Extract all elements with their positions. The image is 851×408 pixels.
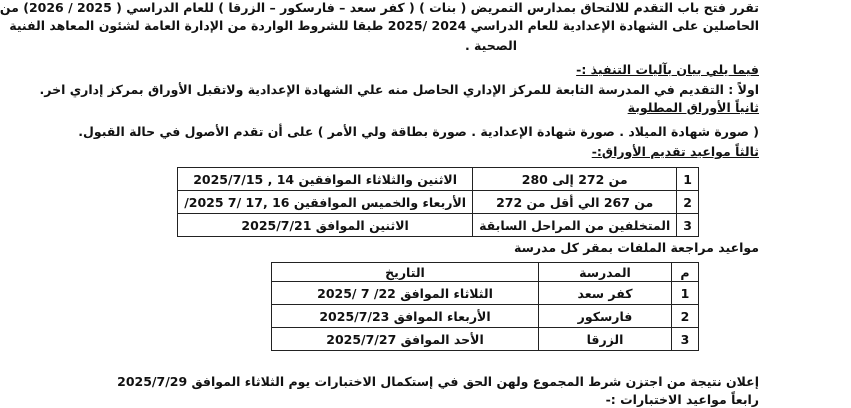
grade-range: من 267 الي أقل من 272 (473, 191, 677, 214)
submission-date: الاثنين الموافق 2025/7/21 (178, 214, 473, 237)
table-row (272, 282, 699, 305)
procedures-heading: فيما يلي بيان بآليات التنفيذ :- (576, 62, 759, 77)
procedure-second-body: ( صورة شهادة الميلاد . صورة شهادة الإعدادية . صورة بطاقة ولي الأمر ) على أن تقدم الأصول في حالة القبول. (78, 124, 759, 139)
submission-date: الأربعاء والخميس الموافقين 16 ,17 /7 2025/ (178, 191, 473, 214)
school-name: الزرقا (539, 328, 672, 351)
school-name: فارسكور (539, 305, 672, 328)
procedure-third-heading: ثالثاً مواعيد تقديم الأوراق:- (591, 144, 759, 159)
submission-date: الاثنين والثلاثاء الموافقين 14 , 2025/7/15 (178, 168, 473, 191)
submission-schedule-table (177, 167, 699, 237)
review-date: الثلاثاء الموافق 22/ 7 /2025 (272, 282, 539, 305)
row-number: 3 (677, 214, 699, 237)
review-heading: مواعيد مراجعة الملفات بمقر كل مدرسة (514, 240, 759, 255)
table-header-row (272, 263, 699, 282)
table-row (178, 214, 699, 237)
header-school: المدرسة (539, 263, 672, 282)
intro-line-3: الصحية . (464, 38, 518, 53)
file-review-table (271, 262, 699, 351)
school-name: كفر سعد (539, 282, 672, 305)
review-date: الأربعاء الموافق 2025/7/23 (272, 305, 539, 328)
row-number: 1 (672, 282, 699, 305)
review-date: الأحد الموافق 2025/7/27 (272, 328, 539, 351)
grade-range: من 272 إلى 280 (473, 168, 677, 191)
table-row (178, 191, 699, 214)
header-number: م (672, 263, 699, 282)
row-number: 2 (677, 191, 699, 214)
row-number: 2 (672, 305, 699, 328)
results-announcement: إعلان نتيجة من اجتزن شرط المجموع ولهن الحق في إستكمال الاختبارات يوم الثلاثاء الموافق 2025/7/29 (117, 374, 759, 389)
table-row (178, 168, 699, 191)
row-number: 3 (672, 328, 699, 351)
procedure-second-heading: ثانياً الأوراق المطلوبة (627, 100, 759, 115)
grade-range: المتخلفين من المراحل السابقة (473, 214, 677, 237)
table-row (272, 328, 699, 351)
exams-heading: رابعاً مواعيد الاختبارات :- (605, 392, 759, 407)
row-number: 1 (677, 168, 699, 191)
header-date: التاريخ (272, 263, 539, 282)
intro-line-1: تقرر فتح باب التقدم للالتحاق بمدارس التمريض ( بنات ) ( كفر سعد – فارسكور – الزرقا ) للعام الدراسي ( 2025 / 2026) من (0, 0, 759, 15)
intro-line-2: الحاصلين على الشهادة الإعدادية للعام الدراسي 2024 /2025 طبقا للشروط الواردة من الإدارة العامة لشئون المعاهد الفنية (9, 18, 759, 33)
procedure-first: اولاً : التقديم في المدرسة التابعة للمركز الإداري الحاصل منه علي الشهادة الإعدادية ولاتقبل الأوراق بمركز إداري اخر. (39, 82, 759, 97)
table-row (272, 305, 699, 328)
